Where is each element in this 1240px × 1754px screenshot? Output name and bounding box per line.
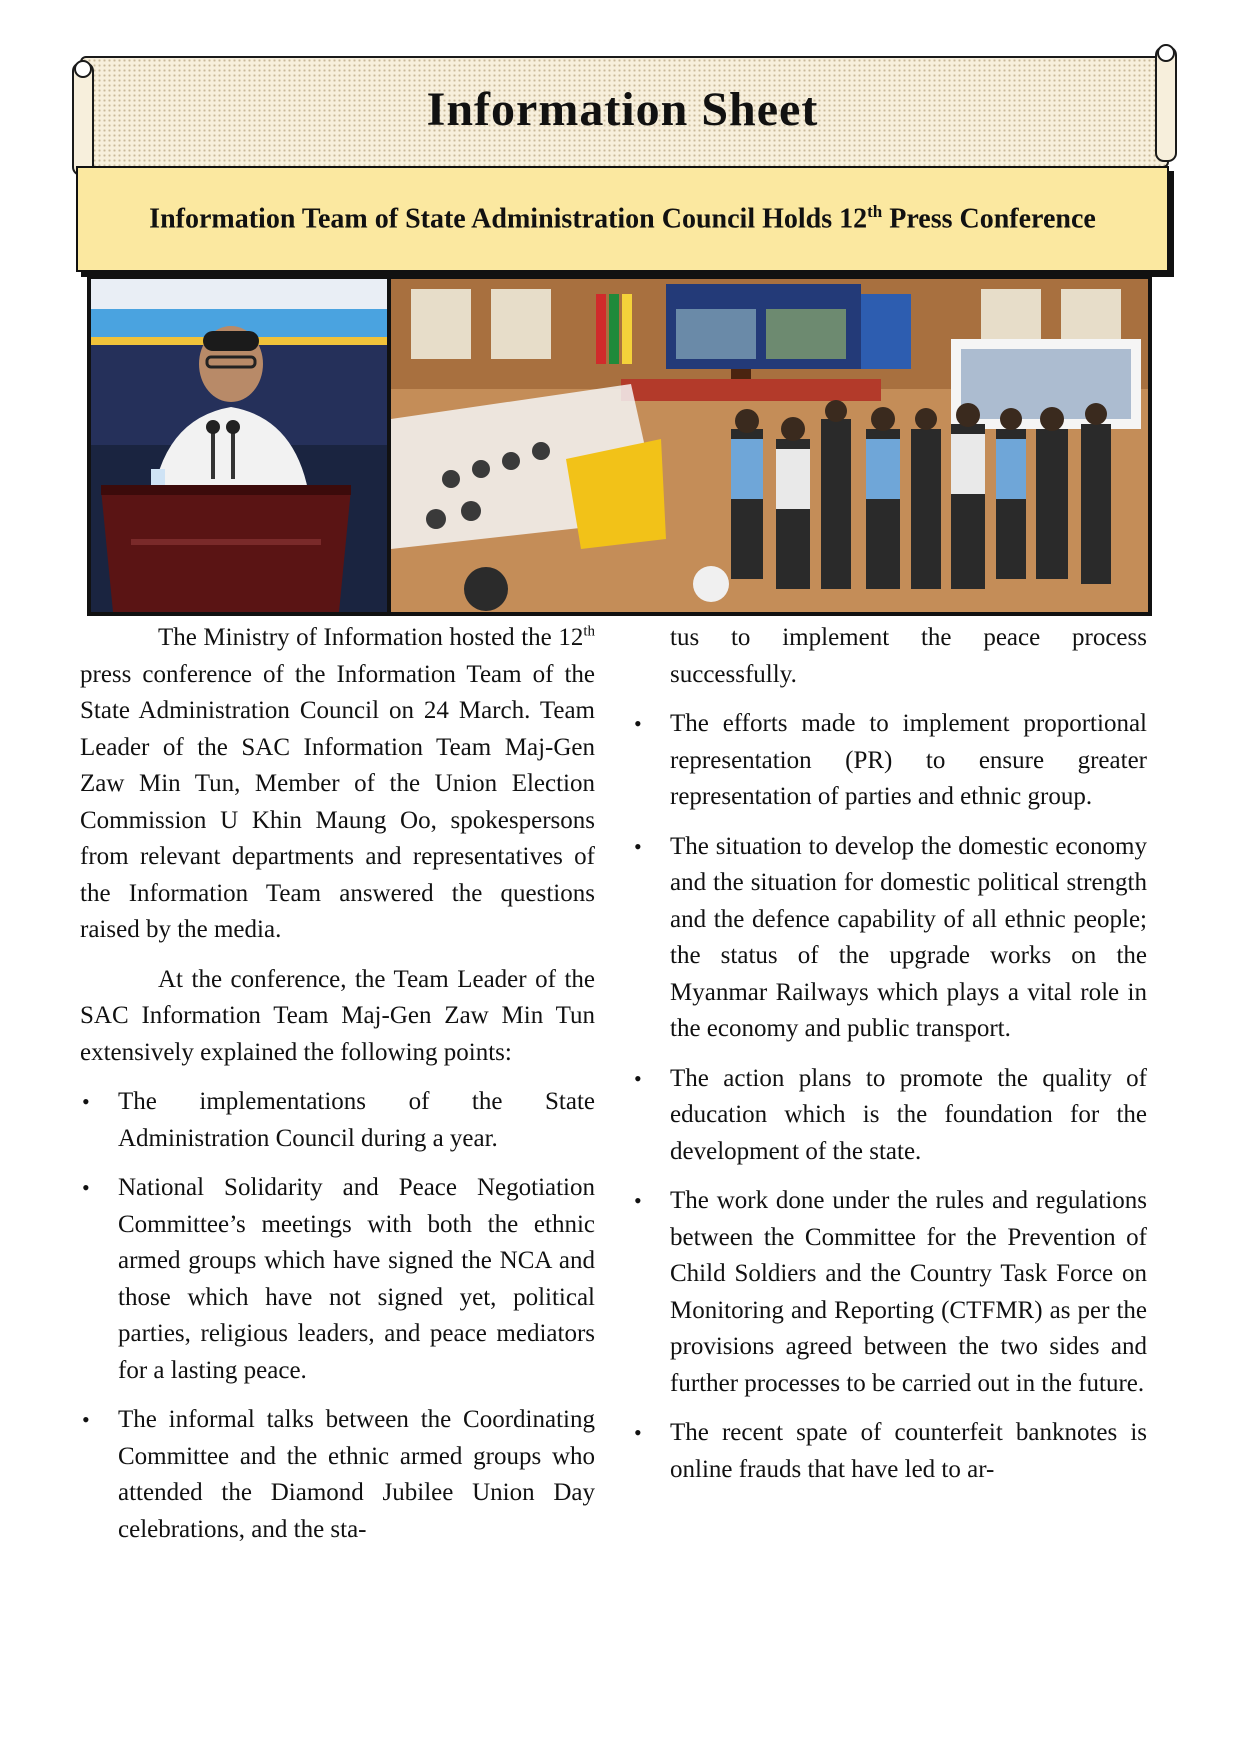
bullet-icon: •	[82, 1407, 90, 1432]
list-item-text: The efforts made to implement proportional representation (PR) to ensure greater representation of parties and ethnic group.	[670, 710, 1147, 810]
bullet-icon: •	[634, 1065, 642, 1091]
bullet-icon: •	[634, 711, 642, 736]
list-item-text: The work done under the rules and regulations between the Committee for the Prevention of Child Soldiers and the Country Task Force on Monitoring and Reporting (CTFMR) as per the provisions agreed between the two sides and further processes to be carried out in the future.	[670, 1187, 1147, 1397]
right-text-column	[632, 620, 1147, 1501]
list-item	[632, 1061, 1147, 1171]
points-list-right	[632, 706, 1147, 1488]
conference-hall-photo	[387, 275, 1152, 616]
left-text-column	[80, 620, 595, 1561]
list-item-text: The informal talks between the Coordinating Committee and the ethnic armed groups who attended the Diamond Jubilee Union Day celebrations, and the sta-	[118, 1406, 595, 1543]
list-item-text: The recent spate of counterfeit banknotes is online frauds that have led to ar-	[670, 1419, 1147, 1483]
list-item-text: The situation to develop the domestic economy and the situation for domestic political strength and the defence capability of all ethnic people; the status of the upgrade works on the Myanmar Railways which plays a vital role in the economy and public transport.	[670, 832, 1147, 1042]
bullet-icon: •	[634, 833, 642, 859]
page-title: Information Sheet	[426, 83, 819, 136]
list-item	[632, 706, 1147, 816]
points-intro-paragraph: At the conference, the Team Leader of the SAC Information Team Maj-Gen Zaw Min Tun extensively explained the following points:	[80, 965, 595, 1066]
list-item	[80, 1170, 595, 1389]
bullet-icon: •	[82, 1089, 90, 1114]
intro-ordinal-suffix: th	[583, 623, 595, 640]
list-item-text: The action plans to promote the quality of education which is the foundation for the development of the state.	[670, 1064, 1147, 1165]
scroll-knob-left	[74, 60, 92, 78]
headline-ordinal-suffix: th	[867, 202, 883, 222]
continued-list-text: tus to implement the peace process successfully.	[670, 624, 1147, 688]
speaker-photo	[87, 275, 395, 616]
list-item	[632, 829, 1147, 1048]
intro-text-pre: The Ministry of Information hosted the 12	[158, 624, 584, 651]
intro-paragraph	[80, 620, 595, 949]
list-item-text: The implementations of the State Administration Council during a year.	[118, 1088, 595, 1152]
list-item	[632, 1183, 1147, 1402]
bullet-icon: •	[634, 1420, 642, 1445]
headline-text-post: Press Conference	[882, 203, 1096, 235]
list-item	[80, 1402, 595, 1548]
bullet-icon: •	[82, 1175, 90, 1200]
intro-text-post: press conference of the Information Team of the State Administration Council on 24 March. Team Leader of the SAC Information Team Maj-Gen Zaw Min Tun, Member of the Union Election Commission U Khin Maung Oo, spokespersons from relevant departments and representatives of the Information Team answered the questions raised by the media.	[80, 660, 595, 943]
headline	[149, 202, 1096, 235]
headline-text-pre: Information Team of State Administration Council Holds 12	[149, 203, 868, 235]
headline-box	[76, 166, 1169, 272]
list-item	[80, 1084, 595, 1157]
list-item-text: National Solidarity and Peace Negotiation Committee’s meetings with both the ethnic armed groups which have signed the NCA and those which have not signed yet, political parties, religious leaders, and peace mediators for a lasting peace.	[118, 1174, 595, 1384]
bullet-icon: •	[634, 1188, 642, 1213]
list-item	[632, 1415, 1147, 1488]
scroll-knob-right	[1157, 44, 1175, 62]
points-list-left	[80, 1084, 595, 1548]
